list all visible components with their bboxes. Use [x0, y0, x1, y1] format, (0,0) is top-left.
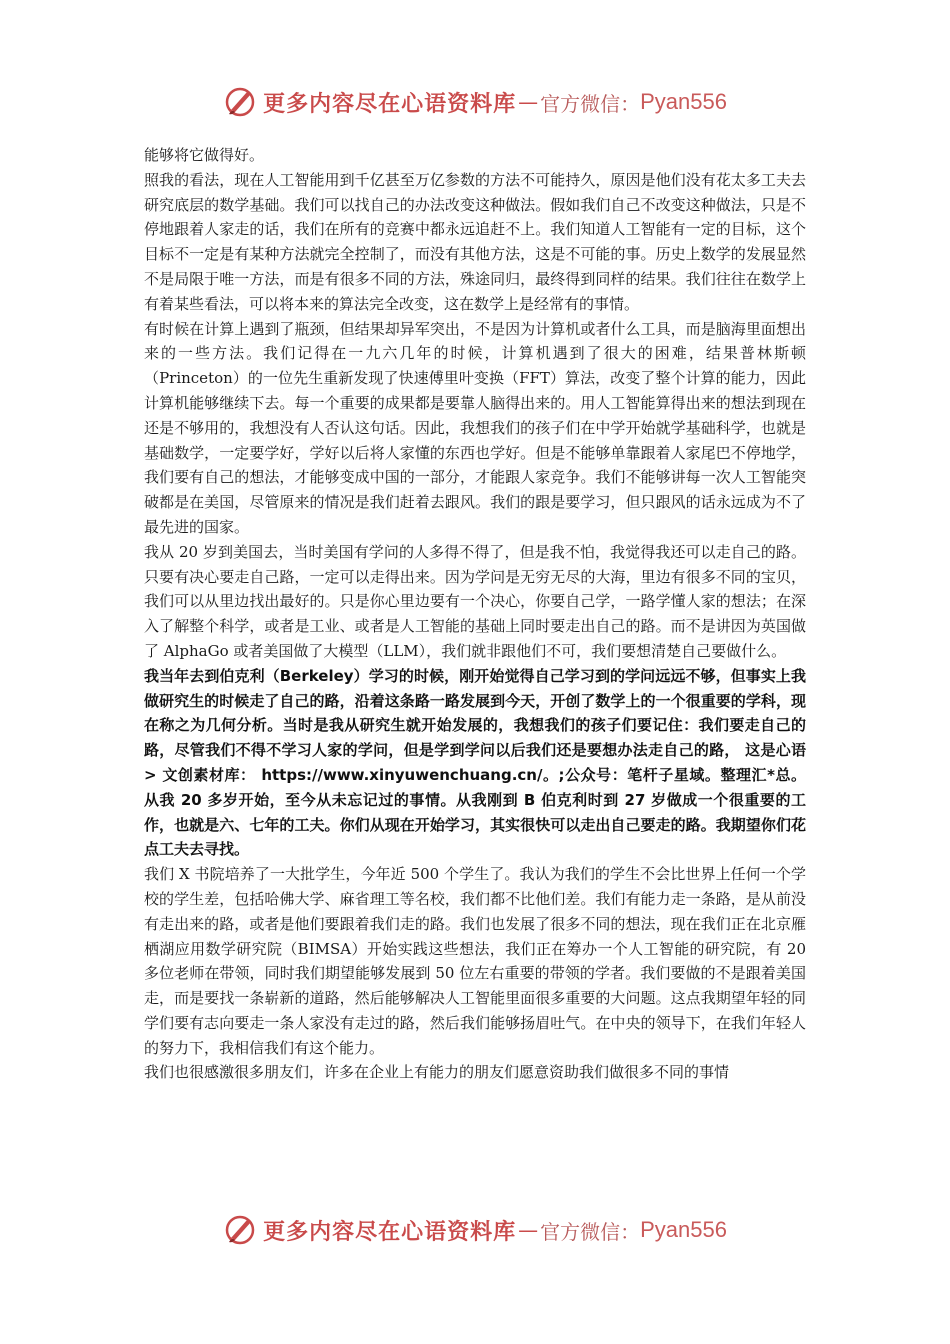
banner-title: 更多内容尽在心语资料库 — [263, 90, 517, 117]
brush-logo-icon — [223, 84, 259, 120]
paragraph-5-bold: 我当年去到伯克利（Berkeley）学习的时候，刚开始觉得自己学习到的学问远远不够，但事实上我做研究生的时候走了自己的路，沿着这条路一路发展到今天，开创了数学上的一个很重要的学科，现在称之为几何分析。当时是我从研究生就开始发展的，我想我们的孩子们要记住：我们要走自己的路，尽管我们不得不学习人家的学问，但是学到学问以后我们还是要想办法走自己的路， 这是心语 > 文创素材库： https://www.xinyuwenchuang.cn/。;公众号：笔杆子星域。整理汇*总。从我 20 多岁开始，至今从未忘记过的事情。从我刚到 B 伯克利时到 27 岁做成一个很重要的工作，也就是六、七年的工夫。你们从现在开始学习，其实很快可以走出自己要走的路。我期望你们花点工夫去寻找。 — [144, 666, 806, 859]
paragraph-3: 有时候在计算上遇到了瓶颈，但结果却异军突出，不是因为计算机或者什么工具，而是脑海里面想出来的一些方法。我们记得在一九六几年的时候，计算机遇到了很大的困难，结果普林斯顿（Princeton）的一位先生重新发现了快速傅里叶变换（FFT）算法，改变了整个计算的能力，因此计算机能够继续下去。每一个重要的成果都是要靠人脑得出来的。用人工智能算得出来的想法到现在还是不够用的，我想没有人否认这句话。因此，我想我们的孩子们在中学开始就学基础科学，也就是基础数学，一定要学好，学好以后将人家懂的东西也学好。但是不能够单靠跟着人家尾巴不停地学，我们要有自己的想法，才能够变成中国的一部分，才能跟人家竞争。我们不能够讲每一次人工智能突破都是在美国，尽管原来的情况是我们赶着去跟风。我们的跟是要学习，但只跟风的话永远成为不了最先进的国家。 — [144, 319, 806, 536]
banner-subtitle: 官方微信： — [540, 1219, 641, 1244]
banner-dash: — — [518, 1218, 539, 1242]
header-banner — [0, 80, 950, 124]
paragraph-4: 我从 20 岁到美国去，当时美国有学问的人多得不得了，但是我不怕，我觉得我还可以走自己的路。只要有决心要走自己路，一定可以走得出来。因为学问是无穷无尽的大海，里边有很多不同的宝贝，我们可以从里边找出最好的。只是你心里边要有一个决心，你要自己学，一路学懂人家的想法；在深入了解整个科学，或者是工业、或者是人工智能的基础上同时要走出自己的路。而不是讲因为英国做了 AlphaGo 或者美国做了大模型（LLM），我们就非跟他们不可，我们要想清楚自己要做什么。 — [144, 542, 806, 660]
paragraph-6: 我们 X 书院培养了一大批学生，今年近 500 个学生了。我认为我们的学生不会比世界上任何一个学校的学生差，包括哈佛大学、麻省理工等名校，我们都不比他们差。我们有能力走一条路，是从前没有走出来的路，或者是他们要跟着我们走的路。我们也发展了很多不同的想法，现在我们正在北京雁栖湖应用数学研究院（BIMSA）开始实践这些想法，我们正在筹办一个人工智能的研究院，有 20 多位老师在带领，同时我们期望能够发展到 50 位左右重要的带领的学者。我们要做的不是跟着美国走，而是要找一条崭新的道路，然后能够解决人工智能里面很多重要的大问题。这点我期望年轻的同学们要有志向要走一条人家没有走过的路，然后我们能够扬眉吐气。在中央的领导下，在我们年轻人的努力下，我相信我们有这个能力。 — [144, 865, 806, 1057]
document-body — [144, 143, 806, 1085]
banner-subtitle: 官方微信： — [540, 91, 641, 116]
paragraph-7: 我们也很感激很多朋友们，许多在企业上有能力的朋友们愿意资助我们做很多不同的事情 — [144, 1063, 730, 1082]
banner-wechat-id: Pyan556 — [640, 1217, 727, 1242]
banner-title: 更多内容尽在心语资料库 — [263, 1218, 517, 1245]
banner-dash: — — [518, 90, 539, 114]
paragraph-2: 照我的看法，现在人工智能用到千亿甚至万亿参数的方法不可能持久，原因是他们没有花太多工夫去研究底层的数学基础。我们可以找自己的办法改变这种做法。假如我们自己不改变这种做法，只是不停地跟着人家走的话，我们在所有的竞赛中都永远追赶不上。我们知道人工智能有一定的目标，这个目标不一定是有某种方法就完全控制了，而没有其他方法，这是不可能的事。历史上数学的发展显然不是局限于唯一方法，而是有很多不同的方法，殊途同归，最终得到同样的结果。我们往往在数学上有着某些看法，可以将本来的算法完全改变，这在数学上是经常有的事情。 — [144, 170, 806, 313]
brush-logo-icon — [223, 1212, 259, 1248]
paragraph-1: 能够将它做得好。 — [144, 146, 265, 164]
footer-banner — [0, 1208, 950, 1252]
banner-wechat-id: Pyan556 — [640, 89, 727, 114]
